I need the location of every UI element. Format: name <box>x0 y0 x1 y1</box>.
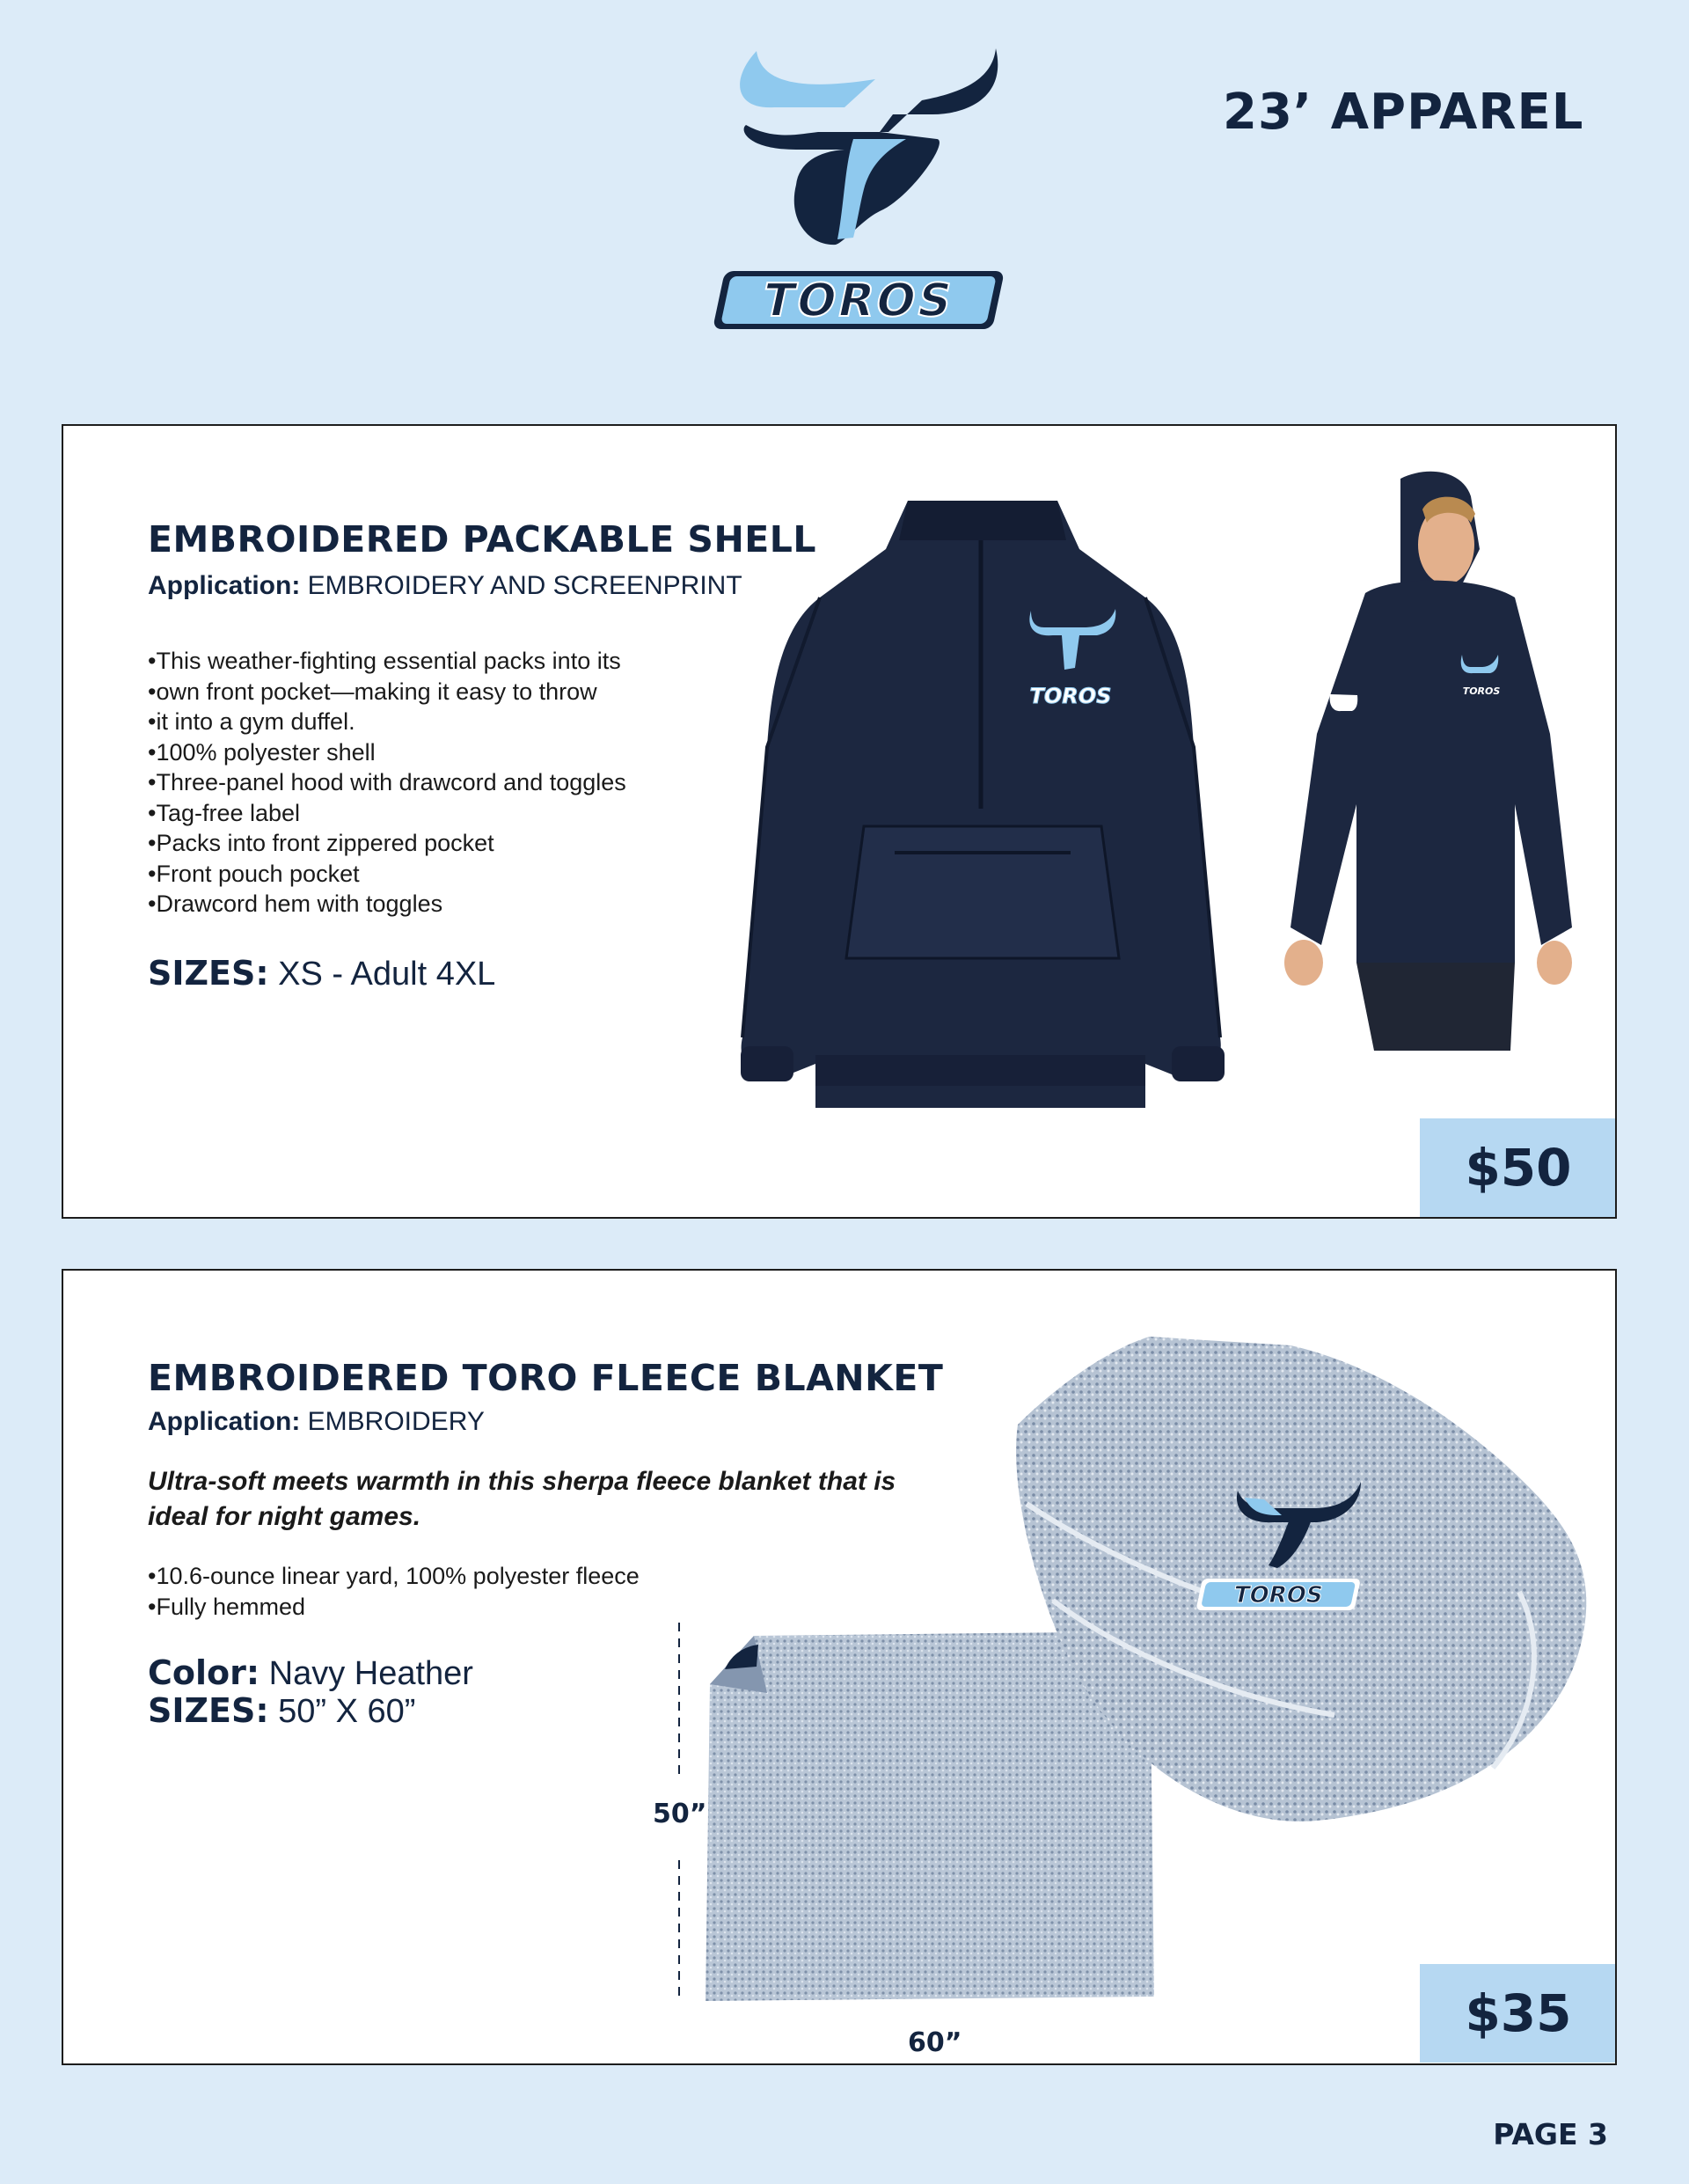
page-number: PAGE 3 <box>1493 2117 1608 2151</box>
product-tagline: Ultra-soft meets warmth in this sherpa fleece blanket that is ideal for night games. <box>148 1467 896 1531</box>
brand-name: TOROS <box>757 274 960 327</box>
list-item: • This weather-fighting essential packs into its <box>148 646 626 677</box>
folded-blanket-image <box>1000 1310 1616 1873</box>
color-value: Navy Heather <box>268 1655 473 1692</box>
application-line <box>148 1407 485 1437</box>
model-logo-text: TOROS <box>1462 685 1501 697</box>
model-wearing-jacket-image <box>1251 470 1594 1051</box>
blanket-logo-text: TOROS <box>1231 1582 1326 1609</box>
price-tag: $35 <box>1420 1964 1617 2063</box>
list-item: • Drawcord hem with toggles <box>148 889 626 920</box>
feature-list <box>148 646 626 920</box>
product-card-blanket <box>62 1269 1617 2065</box>
product-card-shell <box>62 424 1617 1219</box>
list-item: • Front pouch pocket <box>148 859 626 890</box>
toros-logo <box>713 44 1012 334</box>
list-item: • 10.6-ounce linear yard, 100% polyester fleece <box>148 1561 640 1592</box>
list-item: • Fully hemmed <box>148 1592 640 1623</box>
blanket-width-label: 60” <box>908 2027 962 2058</box>
product-title: EMBROIDERED TORO FLEECE BLANKET <box>148 1357 944 1399</box>
list-item: • it into a gym duffel. <box>148 707 626 737</box>
application-line <box>148 571 742 601</box>
application-label: Application: <box>148 1407 301 1436</box>
application-value: EMBROIDERY <box>307 1407 485 1436</box>
sizes-label: SIZES: <box>148 1691 269 1730</box>
feature-list <box>148 1561 640 1622</box>
sizes-line <box>148 1691 415 1731</box>
sizes-value: XS - Adult 4XL <box>278 956 496 993</box>
sizes-line <box>148 954 495 993</box>
page-heading: 23’ APPAREL <box>1223 84 1584 141</box>
list-item: • Three-panel hood with drawcord and toggles <box>148 767 626 798</box>
jacket-front-image <box>732 501 1233 1117</box>
color-label: Color: <box>148 1653 260 1692</box>
price-tag: $50 <box>1420 1118 1617 1217</box>
sizes-value: 50” X 60” <box>278 1693 416 1730</box>
jacket-logo-text: TOROS <box>1029 684 1112 708</box>
blanket-height-label: 50” <box>653 1799 707 1829</box>
application-value: EMBROIDERY AND SCREENPRINT <box>307 571 742 600</box>
list-item: • Tag-free label <box>148 798 626 829</box>
list-item: • 100% polyester shell <box>148 737 626 768</box>
product-title: EMBROIDERED PACKABLE SHELL <box>148 518 817 561</box>
application-label: Application: <box>148 571 301 600</box>
list-item: • Packs into front zippered pocket <box>148 828 626 859</box>
sizes-label: SIZES: <box>148 954 269 993</box>
color-line <box>148 1653 473 1693</box>
list-item: • own front pocket—making it easy to throw <box>148 677 626 707</box>
